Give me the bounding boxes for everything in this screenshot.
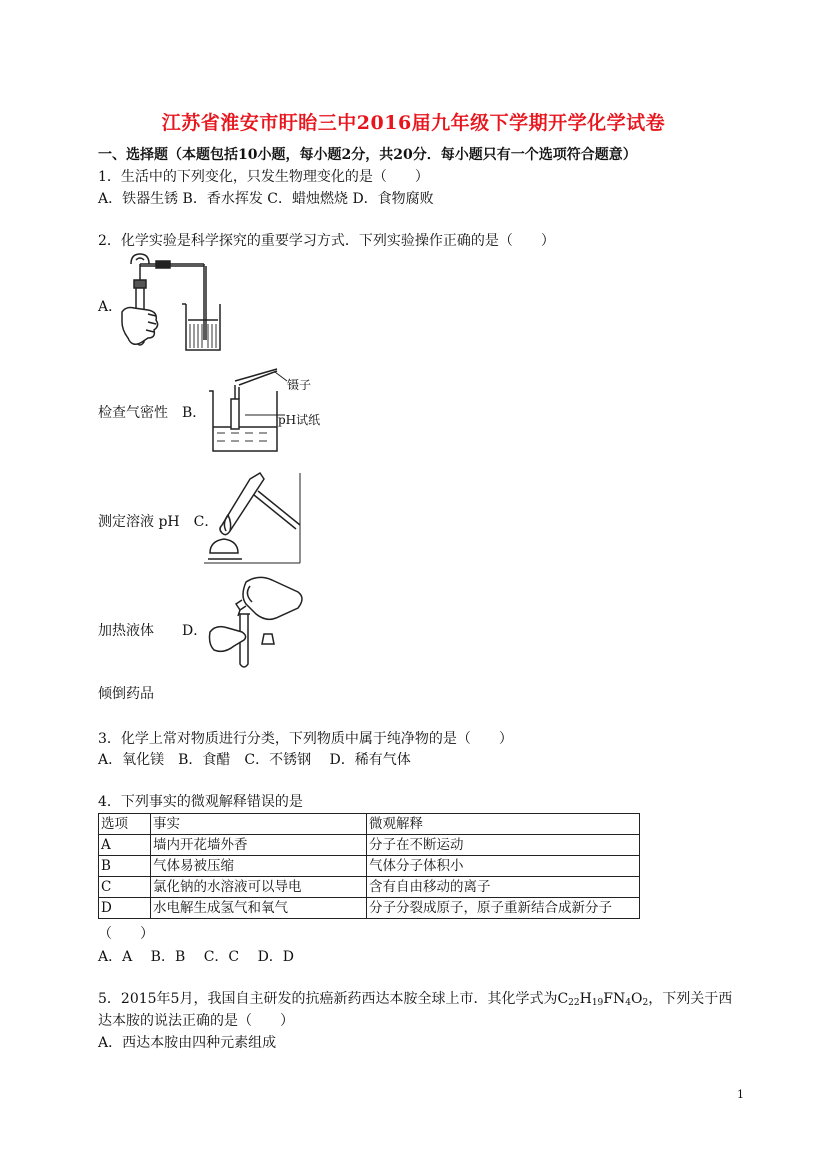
table-header-fact: 事实 [151,814,367,835]
table-cell: A [99,835,151,856]
label-tweezers: 镊子 [287,378,312,392]
q1-stem: 1．生活中的下列变化，只发生物理变化的是（ ） [98,169,429,185]
q5-stem-line1 [98,990,732,1012]
formula-element: FN [603,991,626,1007]
table-cell: 气体分子体积小 [367,856,640,877]
table-cell: D [99,898,151,919]
table-row [99,856,640,877]
formula-element: O [630,991,643,1007]
formula-sub: 22 [568,998,580,1008]
table-cell: 分子在不断运动 [367,835,640,856]
formula-sub: 19 [591,998,604,1008]
table-cell: C [99,877,151,898]
formula-element: H [579,991,592,1007]
table-cell: 水电解生成氢气和氧气 [151,898,367,919]
q5-stem-line2: 达本胺的说法正确的是（ ） [98,1013,294,1029]
figure-airtightness-check [118,252,228,356]
q2-caption-d: 倾倒药品 [98,686,154,702]
q5-stem-text: ，下列关于西 [648,991,733,1007]
table-cell: 含有自由移动的离子 [367,877,640,898]
table-cell: 分子分裂成原子，原子重新结合成新分子 [367,898,640,919]
section-heading: 一、选择题（本题包括10小题，每小题2分，共20分．每小题只有一个选项符合题意） [98,147,637,163]
q2-label-a: A． [98,299,123,315]
q4-stem: 4．下列事实的微观解释错误的是 [98,794,303,810]
exam-title: 江苏省淮安市盱眙三中2016届九年级下学期开学化学试卷 [161,112,666,134]
q3-options: A．氧化镁 B．食醋 C．不锈钢 D．稀有气体 [98,752,411,768]
table-row [99,898,640,919]
q4-options: A．A B．B C．C D．D [98,949,295,965]
q1-options: A．铁器生锈 B．香水挥发 C．蜡烛燃烧 D．食物腐败 [98,191,434,207]
q2-label-c: 测定溶液 pH C． [98,514,219,530]
q5-option-a: A．西达本胺由四种元素组成 [98,1035,277,1051]
table-cell: 墙内开花墙外香 [151,835,367,856]
q2-label-d: 加热液体 D． [98,623,208,639]
table-cell: 氯化钠的水溶液可以导电 [151,877,367,898]
q4-answer-paren: （ ） [98,926,154,942]
label-ph-paper: pH试纸 [278,413,321,427]
table-cell: B [99,856,151,877]
page-number: 1 [737,1088,744,1101]
figure-heating-liquid [204,471,304,566]
table-header-option: 选项 [99,814,151,835]
table-cell: 气体易被压缩 [151,856,367,877]
q5-stem-text: 5．2015年5月，我国自主研发的抗癌新药西达本胺全球上市．其化学式为C [98,991,569,1007]
table-row [99,877,640,898]
figure-pouring-reagent [206,574,316,672]
table-header-explanation: 微观解释 [367,814,640,835]
q2-stem: 2．化学实验是科学探究的重要学习方式．下列实验操作正确的是（ ） [98,233,555,249]
formula-sub: 2 [642,998,649,1008]
q4-table [98,813,640,919]
table-header-row [99,814,640,835]
table-row [99,835,640,856]
q3-stem: 3．化学上常对物质进行分类，下列物质中属于纯净物的是（ ） [98,731,513,747]
q2-label-b: 检查气密性 B． [98,405,207,421]
formula-sub: 4 [625,998,631,1008]
